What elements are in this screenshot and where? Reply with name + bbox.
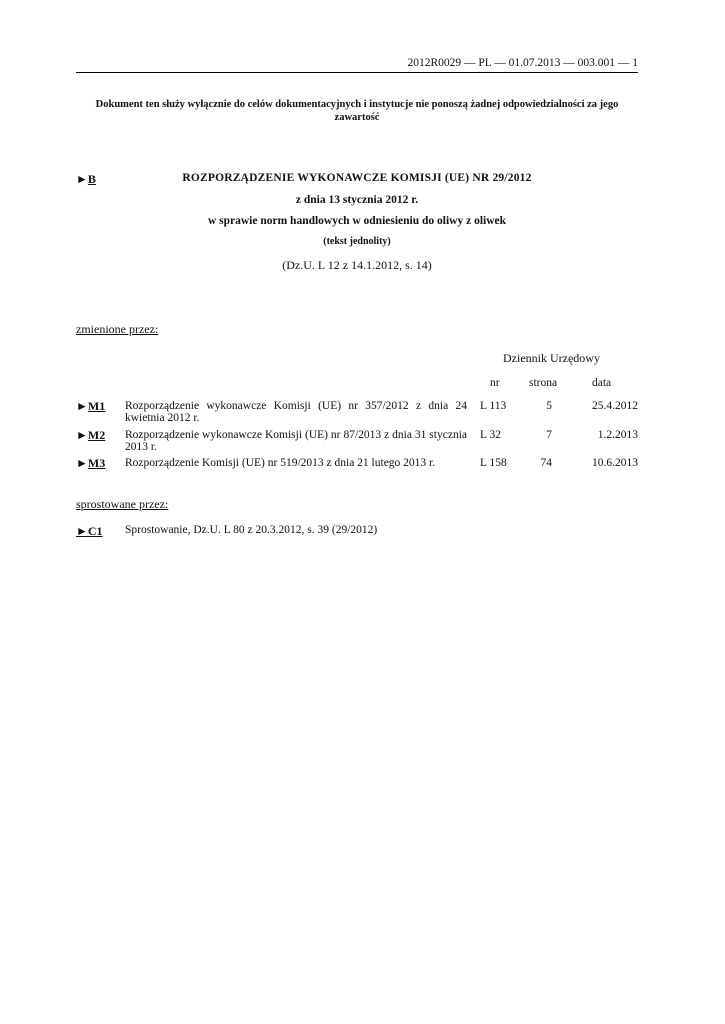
amendment-marker[interactable]	[76, 457, 105, 469]
amendment-tag[interactable]: M2	[87, 428, 106, 442]
arrow-icon: ►	[76, 456, 88, 470]
amended-by-label: zmienione przez:	[76, 322, 159, 336]
arrow-icon: ►	[76, 172, 88, 186]
correction-marker[interactable]	[76, 524, 103, 538]
amendment-date: 10.6.2013	[592, 457, 638, 469]
act-block	[76, 172, 638, 273]
amendment-nr: L 158	[480, 457, 507, 469]
correction-row	[76, 524, 378, 539]
page-header	[76, 57, 638, 73]
column-nr: nr	[490, 377, 500, 389]
act-subject: w sprawie norm handlowych w odniesieniu do oliwy z oliwek	[207, 215, 507, 227]
amendment-description: Rozporządzenie Komisji (UE) nr 519/2013 z dnia 21 lutego 2013 r.	[125, 457, 436, 469]
amendment-nr: L 32	[480, 429, 501, 441]
amendment-date: 1.2.2013	[597, 429, 638, 441]
correction-text: Sprostowanie, Dz.U. L 80 z 20.3.2012, s. 39 (29/2012)	[125, 524, 378, 536]
amendment-page: 5	[546, 400, 552, 412]
act-note: (tekst jednolity)	[323, 236, 391, 247]
act-date: z dnia 13 stycznia 2012 r.	[295, 194, 419, 206]
amendment-page: 7	[546, 429, 552, 441]
amendment-marker[interactable]	[76, 400, 105, 412]
document-reference: 2012R0029 — PL — 01.07.2013 — 003.001 — 1	[407, 57, 638, 69]
corrected-by-label: sprostowane przez:	[76, 497, 169, 511]
amendment-page: 74	[540, 457, 552, 469]
correction-tag[interactable]: C1	[87, 524, 103, 538]
column-date: data	[592, 377, 612, 389]
amendment-marker[interactable]	[76, 429, 105, 441]
amendment-nr: L 113	[480, 400, 507, 412]
arrow-icon: ►	[76, 524, 88, 538]
amendment-date: 25.4.2012	[592, 400, 638, 412]
amendment-description: Rozporządzenie wykonawcze Komisji (UE) nr 357/2012 z dnia 24 kwietnia 2012 r.	[125, 400, 467, 424]
amendment-tag[interactable]: M1	[87, 399, 106, 413]
act-title: ROZPORZĄDZENIE WYKONAWCZE KOMISJI (UE) NR 29/2012	[182, 172, 532, 184]
arrow-icon: ►	[76, 428, 88, 442]
act-marker-tag[interactable]: B	[87, 172, 96, 186]
amendment-tag[interactable]: M3	[87, 456, 106, 470]
amendment-description: Rozporządzenie wykonawcze Komisji (UE) nr 87/2013 z dnia 31 stycznia 2013 r.	[125, 429, 467, 453]
column-page: strona	[529, 377, 558, 389]
act-publication: (Dz.U. L 12 z 14.1.2012, s. 14)	[282, 258, 432, 272]
act-marker[interactable]	[76, 172, 96, 187]
arrow-icon: ►	[76, 399, 88, 413]
journal-heading: Dziennik Urzędowy	[503, 351, 600, 365]
disclaimer: Dokument ten służy wyłącznie do celów dokumentacyjnych i instytucje nie ponoszą żadnej odpowiedzialności za jego zawartość	[95, 99, 619, 123]
